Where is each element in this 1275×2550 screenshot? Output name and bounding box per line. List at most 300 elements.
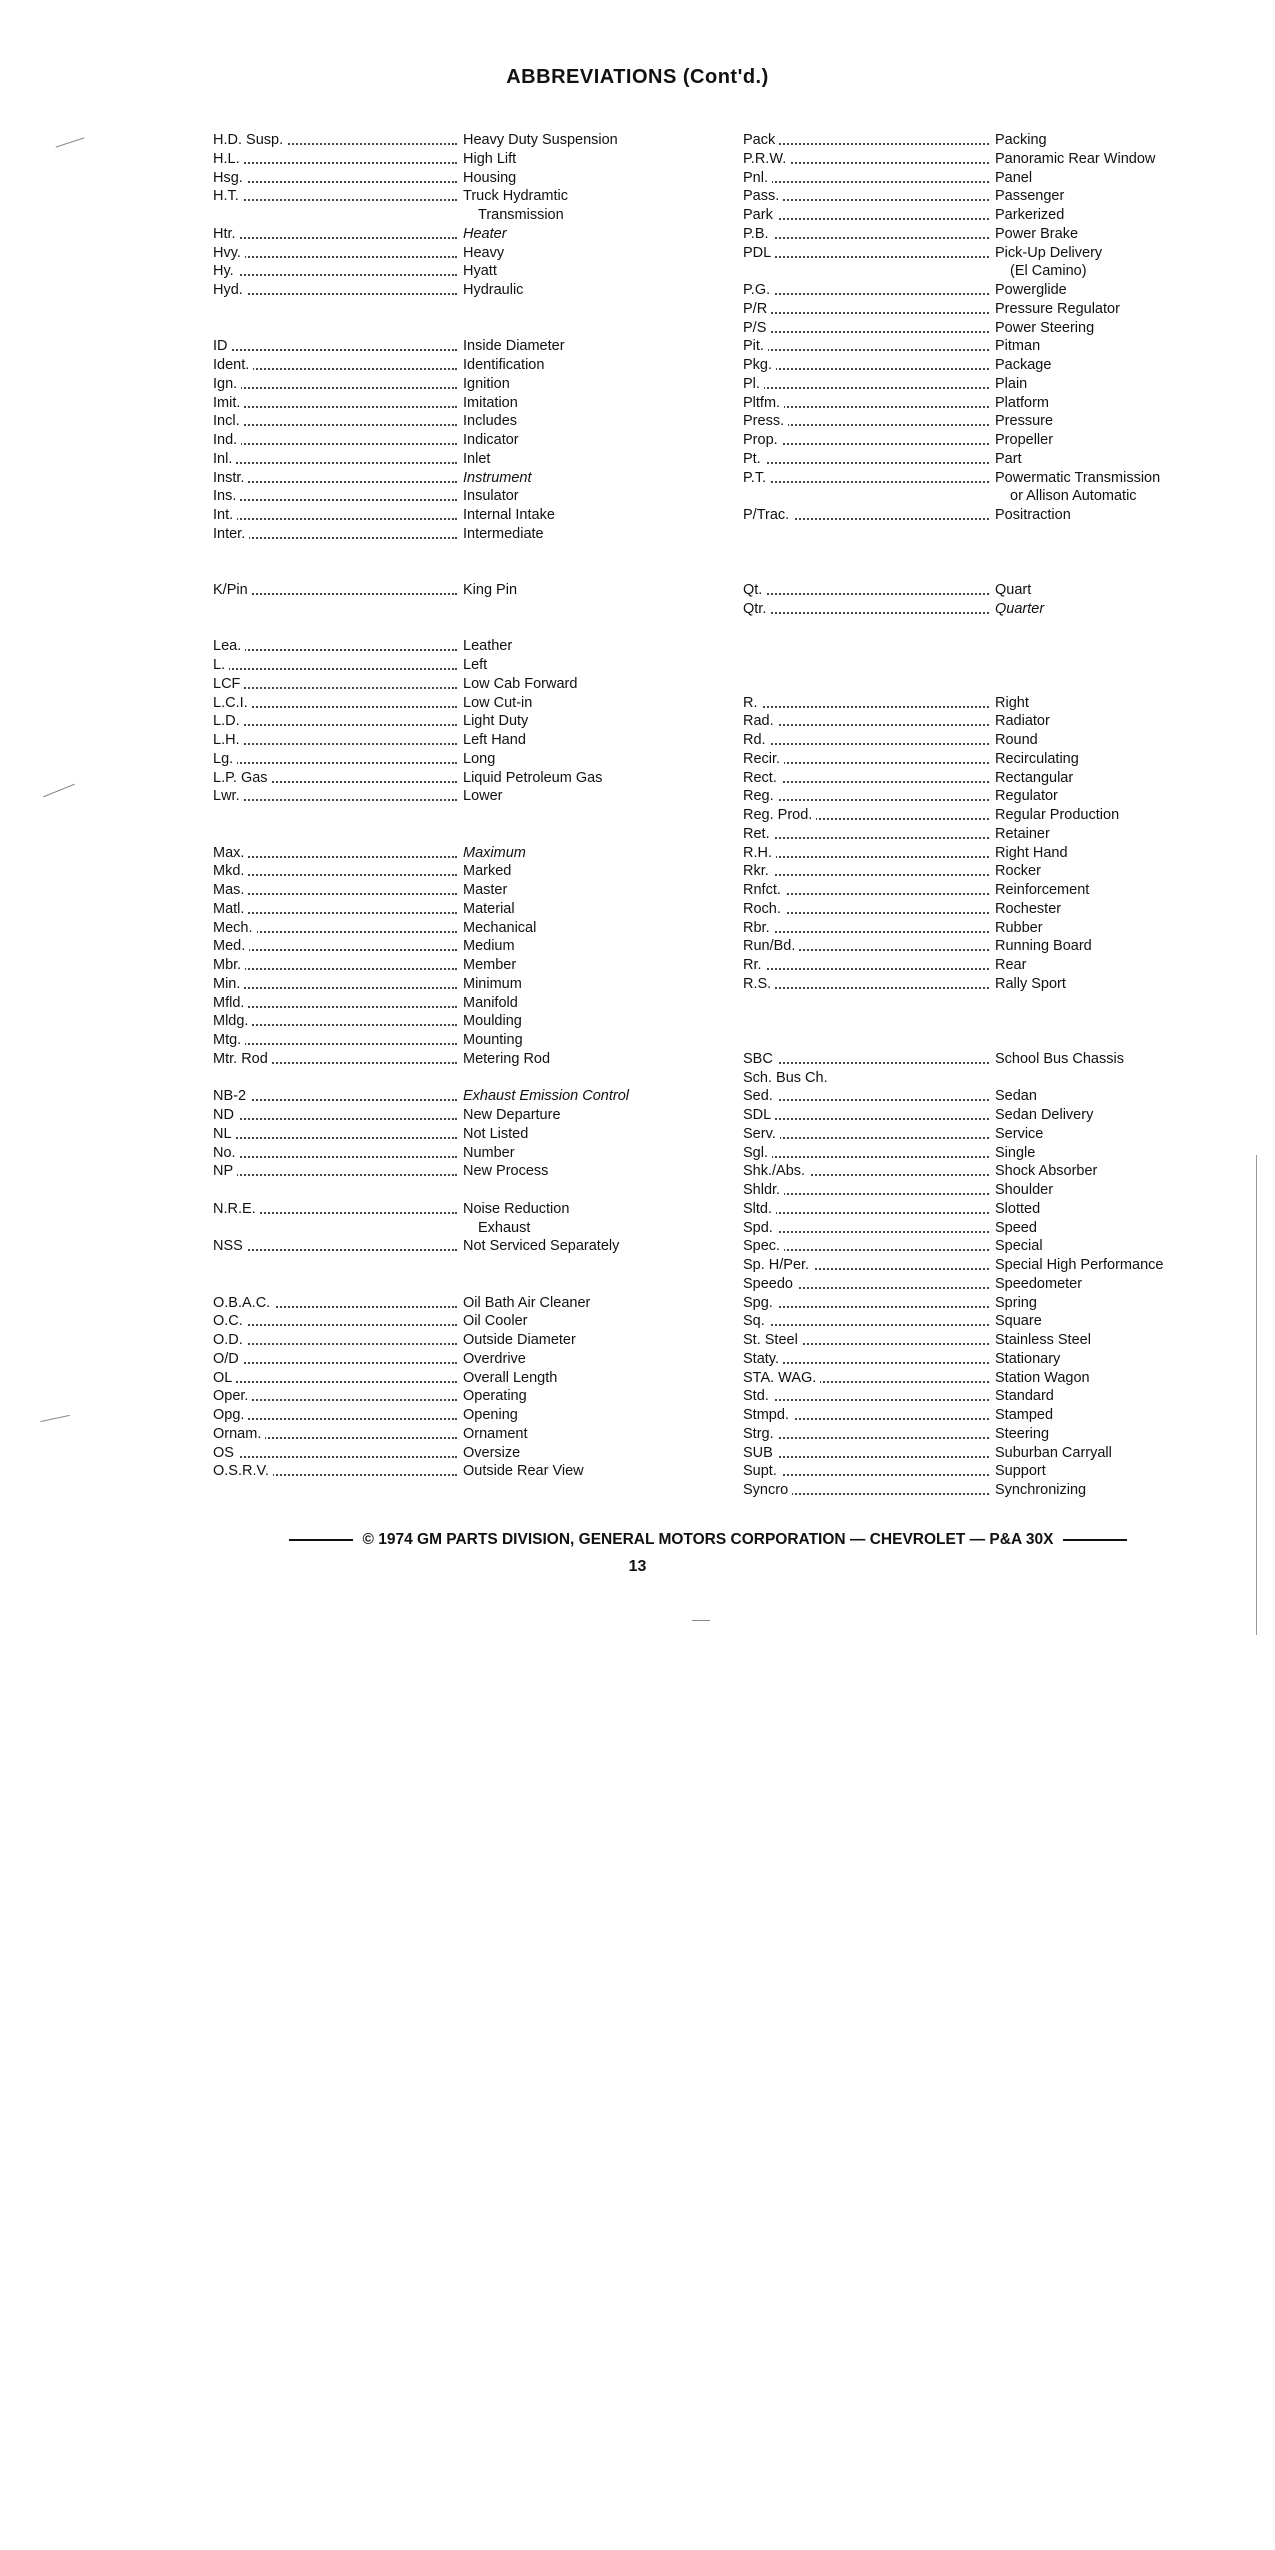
- abbreviation-entry: [743, 506, 1213, 525]
- dot-leader: [743, 874, 989, 876]
- meaning-text: Part: [995, 450, 1022, 467]
- meaning-text: King Pin: [463, 582, 518, 598]
- abbreviation-text: O/D: [213, 1351, 243, 1367]
- abbreviation-text: Max.: [213, 845, 248, 861]
- abbreviation: [743, 600, 995, 619]
- meaning-text: Quarter: [995, 600, 1045, 617]
- abbreviation-entry: [743, 1125, 1213, 1144]
- abbreviation-entry: [743, 1200, 1213, 1219]
- abbreviation-entry: [213, 1350, 653, 1369]
- meaning-text: Exhaust Emission Control: [463, 1088, 630, 1105]
- abbreviation: [213, 169, 463, 188]
- meaning-text: Minimum: [463, 975, 522, 992]
- abbreviation-entry: [213, 1312, 653, 1331]
- abbreviation-entry: [743, 150, 1213, 169]
- meaning-text: Member: [463, 957, 517, 973]
- abbreviation: [213, 262, 463, 281]
- abbreviation-entry: [743, 825, 1213, 844]
- dot-leader: [743, 1212, 989, 1214]
- abbreviation-entry: [743, 731, 1213, 750]
- scan-mark: [40, 1415, 70, 1422]
- abbreviation-entry: [213, 206, 653, 225]
- abbreviation-entry: [213, 1237, 653, 1256]
- abbreviation-text: Ident.: [213, 357, 253, 373]
- meaning-text: Service: [995, 1125, 1044, 1142]
- meaning-text: Maximum: [463, 844, 526, 861]
- abbreviation-text: Imit.: [213, 395, 244, 411]
- abbreviation-text: Strg.: [743, 1426, 778, 1442]
- abbreviation-text: Syncro: [743, 1482, 792, 1498]
- abbreviation-text: SDL: [743, 1107, 775, 1123]
- abbreviation: [743, 1181, 995, 1200]
- abbreviation: [213, 919, 463, 938]
- dot-leader: [743, 931, 989, 933]
- abbreviation: [743, 750, 995, 769]
- abbreviation-text: Ind.: [213, 432, 241, 448]
- abbreviation-entry: [743, 1294, 1213, 1313]
- abbreviation: [743, 1087, 995, 1106]
- abbreviation-entry: [743, 487, 1213, 506]
- abbreviation: [213, 506, 463, 525]
- abbreviation: [213, 375, 463, 394]
- abbreviation-entry: [213, 225, 653, 244]
- meaning-text: Panel: [995, 169, 1033, 186]
- meaning-text: Sedan Delivery: [995, 1107, 1094, 1123]
- meaning-text: Right Hand: [995, 844, 1068, 861]
- abbreviation-entry: [743, 431, 1213, 450]
- abbreviation-text: No.: [213, 1145, 240, 1161]
- abbreviation: [743, 169, 995, 188]
- abbreviation-text: Pnl.: [743, 170, 772, 186]
- abbreviation: [743, 1050, 995, 1069]
- abbreviation: [743, 1387, 995, 1406]
- abbreviation-entry: [213, 1387, 653, 1406]
- meaning-text: Internal Intake: [463, 507, 555, 523]
- abbreviation-entry: [213, 450, 653, 469]
- abbreviation: [213, 281, 463, 300]
- dot-leader: [213, 1418, 457, 1420]
- dot-leader: [213, 649, 457, 651]
- spacer-row: [743, 525, 1213, 544]
- right-abbreviation-column: [743, 131, 1213, 1500]
- abbreviation: [743, 694, 995, 713]
- spacer-row: [213, 1069, 653, 1088]
- meaning-text: Passenger: [995, 188, 1065, 205]
- abbreviation: [213, 581, 463, 600]
- abbreviation-text: Ins.: [213, 488, 240, 504]
- abbreviation: [743, 431, 995, 450]
- abbreviation-entry: [743, 1462, 1213, 1481]
- abbreviation-text: NB-2: [213, 1088, 250, 1104]
- abbreviation-text: P.T.: [743, 470, 770, 486]
- meaning-text: (El Camino): [1010, 263, 1087, 280]
- abbreviation-entry: [743, 750, 1213, 769]
- meaning-text: Rear: [995, 957, 1027, 973]
- abbreviation-entry: [213, 337, 653, 356]
- abbreviation-text: Mtg.: [213, 1032, 245, 1048]
- meaning-text: School Bus Chassis: [995, 1050, 1124, 1067]
- meaning-text: Station Wagon: [995, 1369, 1090, 1386]
- dot-leader: [743, 143, 989, 145]
- meaning-text: Square: [995, 1313, 1042, 1330]
- abbreviation-entry: [213, 1406, 653, 1425]
- abbreviation: [743, 769, 995, 788]
- abbreviation-text: Sltd.: [743, 1201, 776, 1217]
- abbreviation: [743, 1331, 995, 1350]
- meaning-text: Spring: [995, 1294, 1037, 1311]
- abbreviation-text: Roch.: [743, 901, 785, 917]
- abbreviation-entry: [213, 375, 653, 394]
- abbreviation: [213, 1462, 463, 1481]
- meaning-text: New Departure: [463, 1107, 561, 1123]
- abbreviation-text: Rd.: [743, 732, 770, 748]
- abbreviation-entry: [743, 581, 1213, 600]
- meaning-text: Rally Sport: [995, 975, 1066, 992]
- meaning-text: Recirculating: [995, 750, 1079, 767]
- abbreviation-entry: [213, 487, 653, 506]
- abbreviation-text: O.B.A.C.: [213, 1295, 274, 1311]
- meaning-text: Rocker: [995, 863, 1041, 880]
- abbreviation-entry: [213, 937, 653, 956]
- dot-leader: [213, 1137, 457, 1139]
- abbreviation: [213, 1106, 463, 1125]
- scan-mark: [692, 1620, 710, 1621]
- abbreviation-text: ND: [213, 1107, 238, 1123]
- abbreviation: [213, 487, 463, 506]
- meaning-text: Stationary: [995, 1350, 1061, 1367]
- abbreviation: [213, 750, 463, 769]
- dot-leader: [213, 1118, 457, 1120]
- abbreviation-entry: [213, 1031, 653, 1050]
- abbreviation-text: Hvy.: [213, 245, 245, 261]
- abbreviation: [743, 1406, 995, 1425]
- abbreviation-entry: [743, 1069, 1213, 1088]
- meaning-text: Shoulder: [995, 1182, 1054, 1198]
- meaning-text: Single: [995, 1144, 1036, 1161]
- abbreviation: [213, 1200, 463, 1219]
- spacer-row: [213, 562, 653, 581]
- abbreviation: [213, 394, 463, 413]
- meaning-text: Running Board: [995, 938, 1092, 955]
- dot-leader: [213, 968, 457, 970]
- abbreviation-text: NP: [213, 1163, 237, 1179]
- abbreviation-entry: [213, 131, 653, 150]
- dot-leader: [743, 481, 989, 483]
- abbreviation: [213, 900, 463, 919]
- abbreviation-entry: [743, 1350, 1213, 1369]
- meaning-text: Manifold: [463, 994, 518, 1011]
- abbreviation-entry: [743, 844, 1213, 863]
- abbreviation-entry: [213, 169, 653, 188]
- meaning-text: Oversize: [463, 1444, 521, 1461]
- abbreviation: [213, 131, 463, 150]
- abbreviation-text: Med.: [213, 938, 249, 954]
- meaning-text: Sedan: [995, 1088, 1037, 1105]
- abbreviation-text: Rnfct.: [743, 882, 785, 898]
- abbreviation-text: H.L.: [213, 151, 244, 167]
- abbreviation-entry: [743, 769, 1213, 788]
- abbreviation-text: L.P. Gas: [213, 770, 272, 786]
- abbreviation-text: Supt.: [743, 1463, 781, 1479]
- abbreviation: [743, 356, 995, 375]
- abbreviation-entry: [213, 1444, 653, 1463]
- abbreviation-text: ID: [213, 338, 232, 354]
- abbreviation-entry: [213, 769, 653, 788]
- abbreviation-text: SBC: [743, 1051, 777, 1067]
- meaning-text: Intermediate: [463, 525, 544, 542]
- abbreviation: [213, 356, 463, 375]
- dot-leader: [213, 1156, 457, 1158]
- abbreviation-entry: [213, 1369, 653, 1388]
- dot-leader: [213, 668, 457, 670]
- abbreviation-entry: [213, 187, 653, 206]
- meaning-text: Transmission: [478, 207, 564, 223]
- abbreviation-text: Min.: [213, 976, 244, 992]
- abbreviation-text: K/Pin: [213, 582, 252, 598]
- abbreviation-text: Pl.: [743, 376, 764, 392]
- abbreviation: [743, 956, 995, 975]
- abbreviation-text: PDL: [743, 245, 775, 261]
- abbreviation-text: Mkd.: [213, 863, 248, 879]
- abbreviation: [743, 787, 995, 806]
- dot-leader: [213, 912, 457, 914]
- abbreviation-text: Shldr.: [743, 1182, 784, 1198]
- meaning-text: Includes: [463, 413, 518, 430]
- abbreviation: [213, 975, 463, 994]
- dot-leader: [213, 387, 457, 389]
- dot-leader: [743, 237, 989, 239]
- meaning-text: Powerglide: [995, 282, 1067, 298]
- abbreviation-entry: [743, 1162, 1213, 1181]
- abbreviation-text: Reg.: [743, 788, 778, 804]
- abbreviation-text: Pack: [743, 132, 779, 148]
- abbreviation: [743, 394, 995, 413]
- dot-leader: [743, 312, 989, 314]
- meaning-text: Not Listed: [463, 1125, 529, 1142]
- spacer-row: [743, 562, 1213, 581]
- abbreviation: [743, 1312, 995, 1331]
- meaning-text: Left: [463, 657, 488, 673]
- abbreviation: [743, 975, 995, 994]
- abbreviation-text: R.H.: [743, 845, 776, 861]
- abbreviation-text: Pltfm.: [743, 395, 784, 411]
- abbreviation-text: Rkr.: [743, 863, 773, 879]
- dot-leader: [743, 724, 989, 726]
- abbreviation: [213, 1350, 463, 1369]
- abbreviation-entry: [213, 994, 653, 1013]
- abbreviation: [743, 131, 995, 150]
- meaning-text: Inside Diameter: [463, 338, 565, 355]
- abbreviation-entry: [743, 1087, 1213, 1106]
- abbreviation-entry: [213, 844, 653, 863]
- abbreviation: [743, 1162, 995, 1181]
- abbreviation: [743, 900, 995, 919]
- spacer-row: [213, 825, 653, 844]
- meaning-text: Material: [463, 900, 515, 917]
- meaning-text: Power Brake: [995, 225, 1079, 242]
- abbreviation-text: Press.: [743, 413, 788, 429]
- abbreviation: [743, 262, 995, 281]
- abbreviation-text: L.: [213, 657, 229, 673]
- meaning-text: Round: [995, 732, 1038, 748]
- abbreviation: [743, 300, 995, 319]
- abbreviation: [743, 281, 995, 300]
- meaning-text: Outside Diameter: [463, 1332, 576, 1348]
- abbreviation-text: Lwr.: [213, 788, 244, 804]
- dot-leader: [213, 799, 457, 801]
- meaning-text: Quart: [995, 582, 1032, 598]
- abbreviation: [743, 825, 995, 844]
- abbreviation-entry: [213, 787, 653, 806]
- abbreviation-text: Mtr. Rod: [213, 1051, 272, 1067]
- abbreviation-entry: [213, 637, 653, 656]
- dot-leader: [213, 762, 457, 764]
- abbreviation: [743, 187, 995, 206]
- abbreviation-text: Hsg.: [213, 170, 247, 186]
- abbreviation-entry: [743, 1050, 1213, 1069]
- abbreviation-text: Qtr.: [743, 601, 770, 617]
- abbreviation-text: Ign.: [213, 376, 241, 392]
- abbreviation-text: H.T.: [213, 188, 243, 204]
- meaning-text: Pressure Regulator: [995, 300, 1120, 317]
- meaning-text: Leather: [463, 638, 513, 655]
- spacer-row: [743, 1012, 1213, 1031]
- abbreviation-entry: [213, 694, 653, 713]
- abbreviation-entry: [743, 262, 1213, 281]
- abbreviation-text: St. Steel: [743, 1332, 802, 1348]
- abbreviation-entry: [213, 750, 653, 769]
- abbreviation-text: Htr.: [213, 226, 240, 242]
- dot-leader: [743, 612, 989, 614]
- abbreviation-text: Hy.: [213, 263, 238, 279]
- abbreviation-entry: [213, 1162, 653, 1181]
- spacer-row: [213, 319, 653, 338]
- abbreviation-entry: [213, 881, 653, 900]
- abbreviation: [213, 1406, 463, 1425]
- abbreviation-text: Pass.: [743, 188, 783, 204]
- meaning-text: Imitation: [463, 394, 518, 411]
- abbreviation: [743, 469, 995, 488]
- abbreviation-entry: [743, 1331, 1213, 1350]
- spacer-row: [213, 1256, 653, 1275]
- abbreviation: [213, 1219, 463, 1238]
- abbreviation-entry: [213, 656, 653, 675]
- dot-leader: [213, 237, 457, 239]
- abbreviation-text: Std.: [743, 1388, 773, 1404]
- abbreviation-entry: [743, 375, 1213, 394]
- abbreviation-text: L.D.: [213, 713, 244, 729]
- abbreviation: [743, 1219, 995, 1238]
- abbreviation-text: P/S: [743, 320, 770, 336]
- abbreviation-entry: [213, 675, 653, 694]
- meaning-text: Reinforcement: [995, 882, 1090, 898]
- abbreviation: [213, 1162, 463, 1181]
- meaning-text: Oil Cooler: [463, 1313, 528, 1330]
- abbreviation-text: Inter.: [213, 526, 249, 542]
- abbreviation-entry: [743, 1444, 1213, 1463]
- abbreviation-entry: [213, 525, 653, 544]
- abbreviation-entry: [743, 712, 1213, 731]
- scan-mark: [56, 137, 85, 147]
- meaning-text: Noise Reduction: [463, 1200, 570, 1217]
- abbreviation-entry: [743, 900, 1213, 919]
- abbreviation-text: Ornam.: [213, 1426, 265, 1442]
- dot-leader: [743, 349, 989, 351]
- meaning-text: Regulator: [995, 788, 1058, 805]
- dot-leader: [743, 181, 989, 183]
- abbreviation-text: Spg.: [743, 1295, 777, 1311]
- meaning-text: Special: [995, 1238, 1043, 1255]
- abbreviation: [213, 712, 463, 731]
- abbreviation: [743, 150, 995, 169]
- abbreviation-text: LCF: [213, 676, 244, 692]
- abbreviation-entry: [743, 1425, 1213, 1444]
- abbreviation-entry: [213, 1331, 653, 1350]
- meaning-text: Low Cab Forward: [463, 675, 578, 692]
- abbreviation: [743, 450, 995, 469]
- dot-leader: [213, 1174, 457, 1176]
- abbreviation: [743, 506, 995, 525]
- meaning-text: Marked: [463, 863, 512, 880]
- abbreviation-text: Spec.: [743, 1238, 784, 1254]
- abbreviation: [213, 637, 463, 656]
- meaning-text: Ornament: [463, 1425, 528, 1442]
- dot-leader: [743, 987, 989, 989]
- meaning-text: Rochester: [995, 900, 1062, 917]
- abbreviation-entry: [213, 1087, 653, 1106]
- abbreviation: [213, 1444, 463, 1463]
- abbreviation-entry: [743, 919, 1213, 938]
- meaning-text: Number: [463, 1144, 515, 1161]
- dot-leader: [743, 368, 989, 370]
- meaning-text: Platform: [995, 394, 1049, 411]
- abbreviation-entry: [743, 881, 1213, 900]
- abbreviation-entry: [743, 450, 1213, 469]
- abbreviation-entry: [743, 300, 1213, 319]
- abbreviation-text: P/R: [743, 301, 771, 317]
- dot-leader: [743, 293, 989, 295]
- abbreviation-text: Sq.: [743, 1313, 769, 1329]
- meaning-text: Suburban Carryall: [995, 1444, 1112, 1461]
- meaning-text: Synchronizing: [995, 1482, 1087, 1498]
- dot-leader: [213, 1324, 457, 1326]
- meaning-text: Packing: [995, 132, 1047, 148]
- abbreviation-text: L.H.: [213, 732, 244, 748]
- abbreviation-text: Park: [743, 207, 777, 223]
- abbreviation-text: P/Trac.: [743, 507, 793, 523]
- meaning-text: Support: [995, 1463, 1046, 1480]
- spacer-row: [743, 637, 1213, 656]
- abbreviation-text: P.G.: [743, 282, 774, 298]
- abbreviation: [743, 1069, 995, 1088]
- abbreviation-text: Sp. H/Per.: [743, 1257, 813, 1273]
- abbreviation-text: [743, 488, 747, 504]
- abbreviation-text: Spd.: [743, 1220, 777, 1236]
- meaning-text: Long: [463, 750, 496, 767]
- abbreviation-entry: [213, 1050, 653, 1069]
- dot-leader: [213, 743, 457, 745]
- abbreviation-text: Mbr.: [213, 957, 245, 973]
- abbreviation: [743, 225, 995, 244]
- meaning-text: Steering: [995, 1425, 1050, 1442]
- abbreviation-entry: [213, 394, 653, 413]
- meaning-text: Retainer: [995, 825, 1050, 842]
- abbreviation: [743, 337, 995, 356]
- abbreviation-text: NSS: [213, 1238, 247, 1254]
- meaning-text: Outside Rear View: [463, 1463, 584, 1480]
- dot-leader: [213, 293, 457, 295]
- meaning-text: Powermatic Transmission: [995, 469, 1161, 486]
